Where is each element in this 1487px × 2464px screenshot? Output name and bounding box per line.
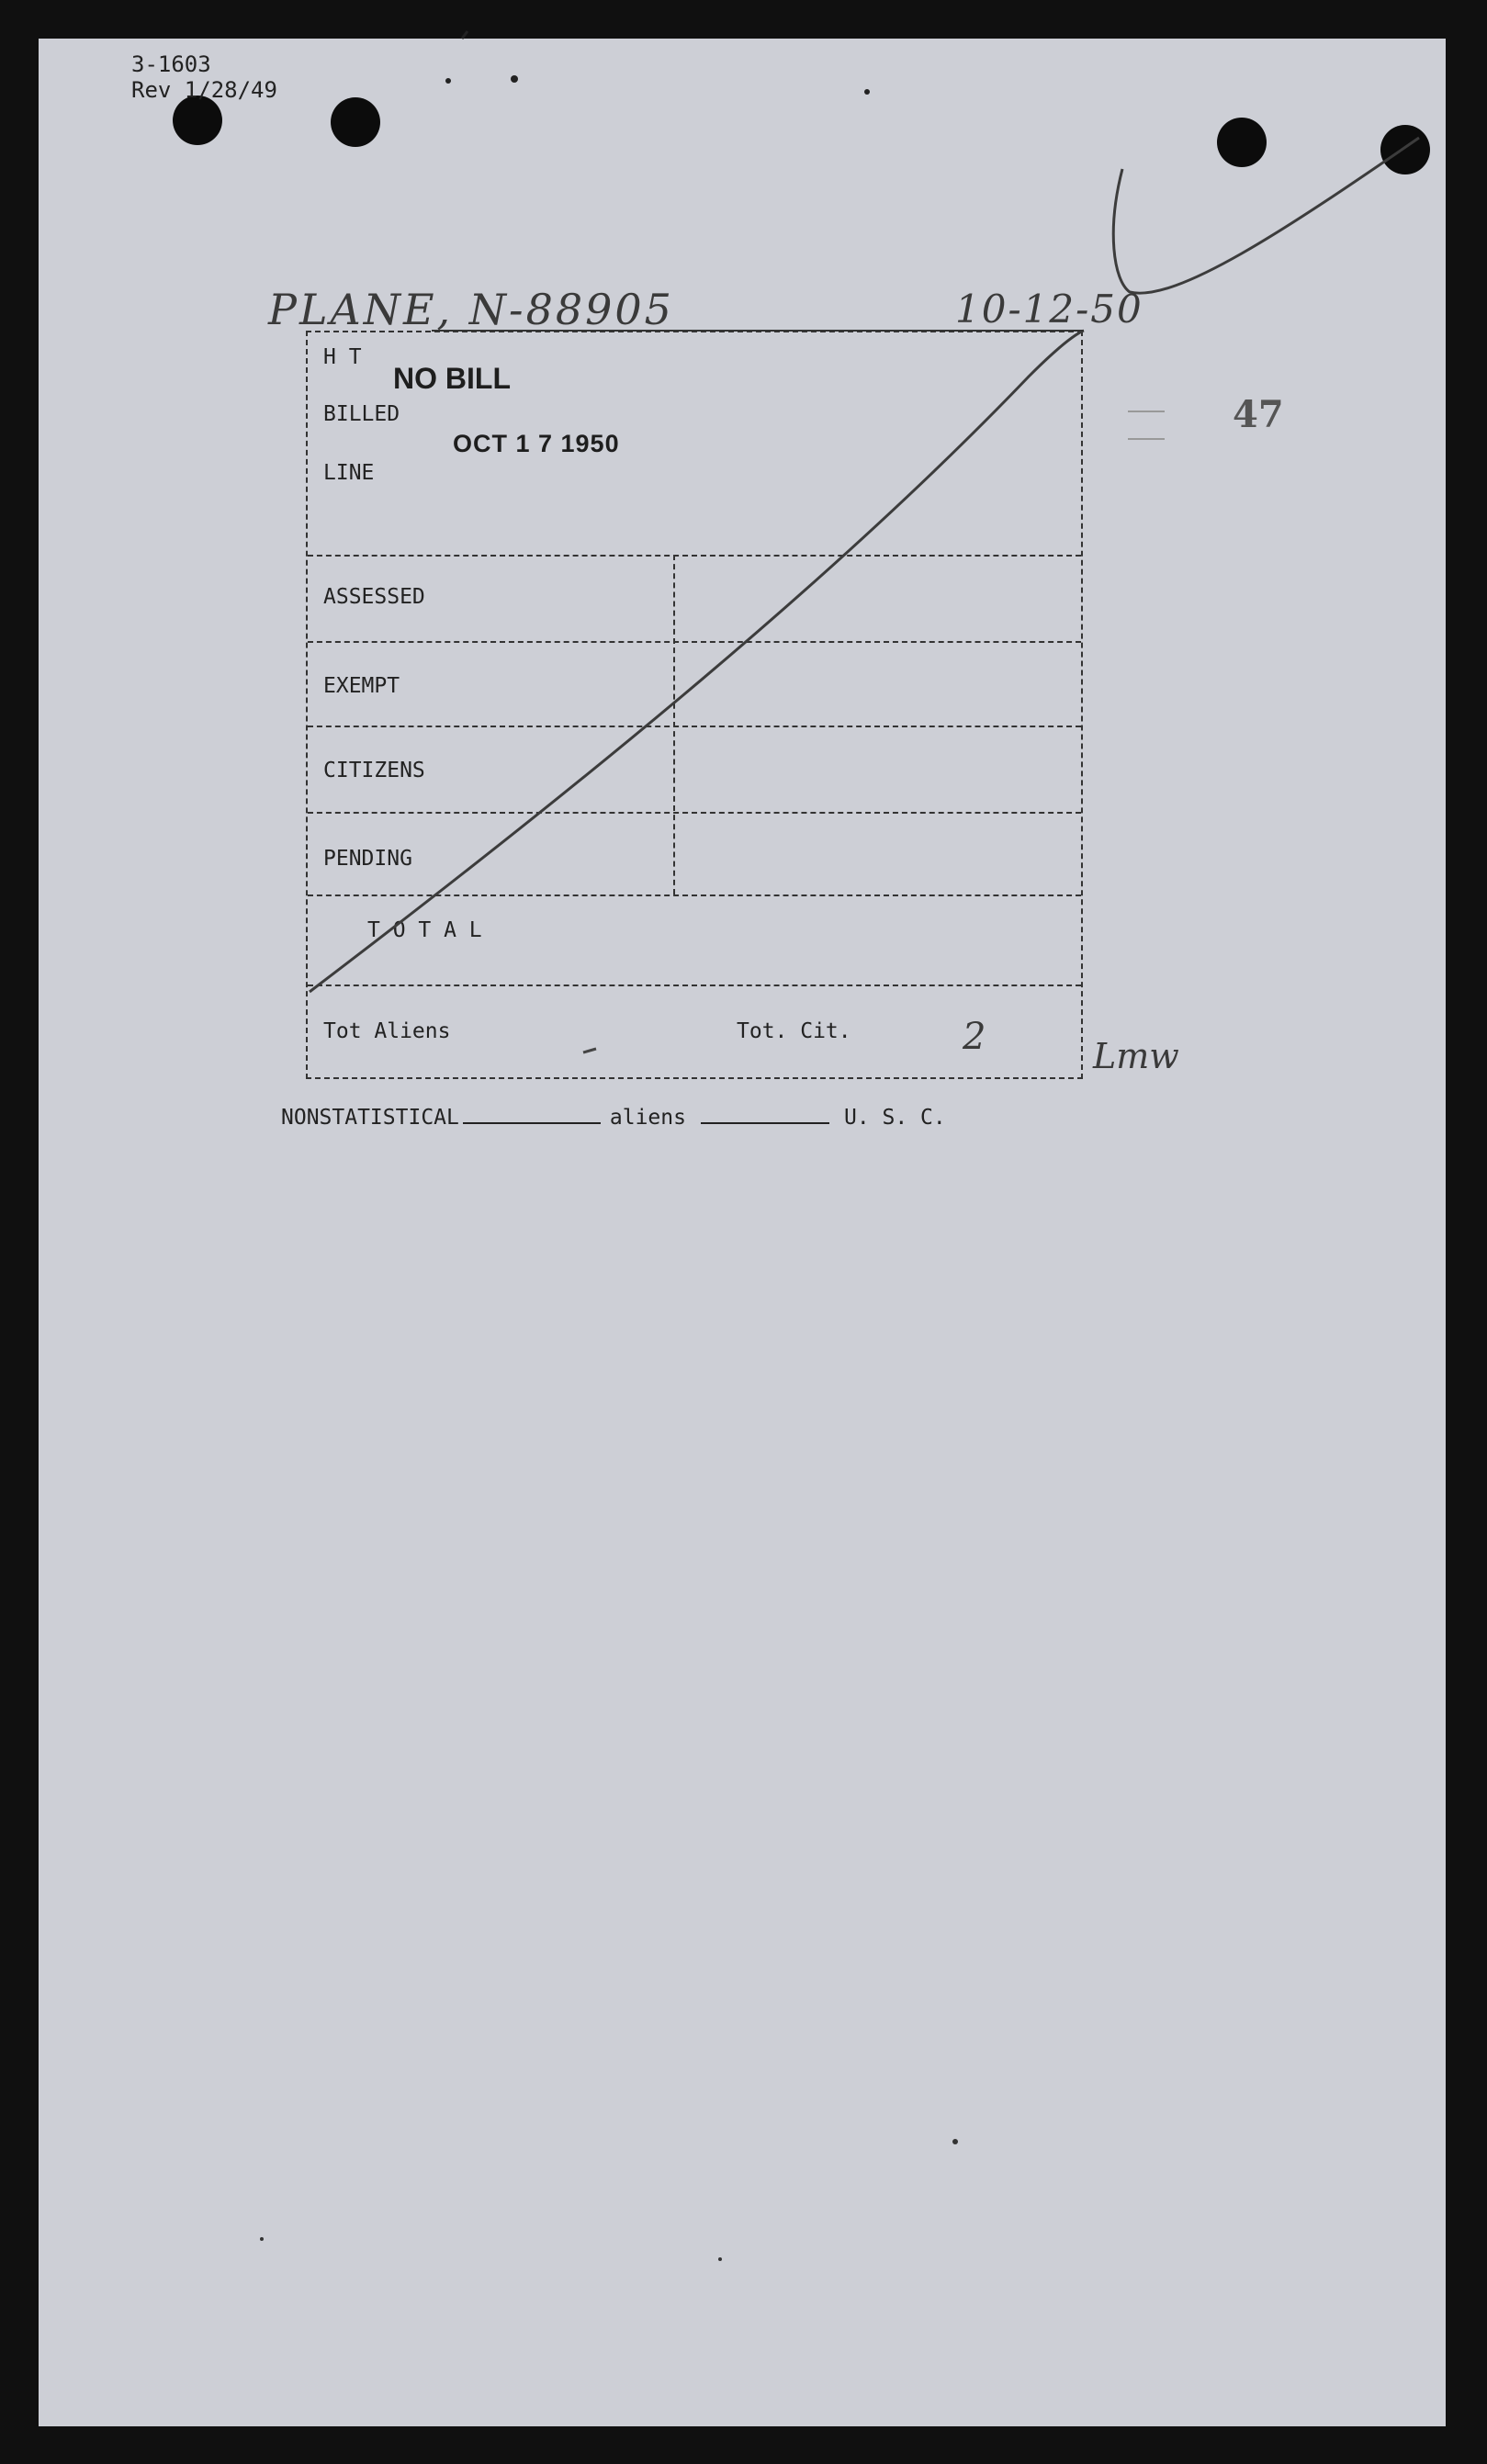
date-stamp: OCT 1 7 1950 — [453, 430, 620, 457]
ht-label: H T — [323, 345, 362, 369]
tot-aliens-label: Tot Aliens — [323, 1019, 451, 1043]
exempt-label: EXEMPT — [323, 674, 400, 698]
line-label: LINE — [323, 461, 375, 485]
form-number: 3-1603 — [131, 51, 211, 77]
punch-hole — [1217, 118, 1267, 167]
assessed-label: ASSESSED — [323, 585, 425, 609]
punch-hole — [173, 96, 222, 145]
usc-text: U. S. C. — [843, 1106, 946, 1130]
punch-hole — [331, 97, 380, 147]
nonstatistical-text: NONSTATISTICAL — [281, 1106, 459, 1130]
page-number: 47 — [1233, 393, 1284, 436]
nonstatistical-label — [281, 1106, 946, 1130]
pending-label: PENDING — [323, 847, 412, 871]
total-label: T O T A L — [367, 918, 482, 942]
citizens-label: CITIZENS — [323, 759, 425, 782]
no-bill-stamp: NO BILL — [393, 362, 511, 395]
tot-cit-label: Tot. Cit. — [737, 1019, 851, 1043]
speck — [462, 31, 468, 39]
billed-label: BILLED — [323, 402, 400, 426]
initials: Lmw — [1093, 1036, 1179, 1076]
ledger-form — [306, 331, 1083, 1079]
form-revision: Rev 1/28/49 — [131, 77, 277, 103]
punch-hole — [1380, 125, 1430, 174]
vessel-name: PLANE, N-88905 — [268, 285, 674, 334]
aliens-text: aliens — [609, 1106, 686, 1130]
handwritten-date: 10-12-50 — [955, 287, 1143, 332]
tot-cit-value: 2 — [963, 1016, 986, 1058]
